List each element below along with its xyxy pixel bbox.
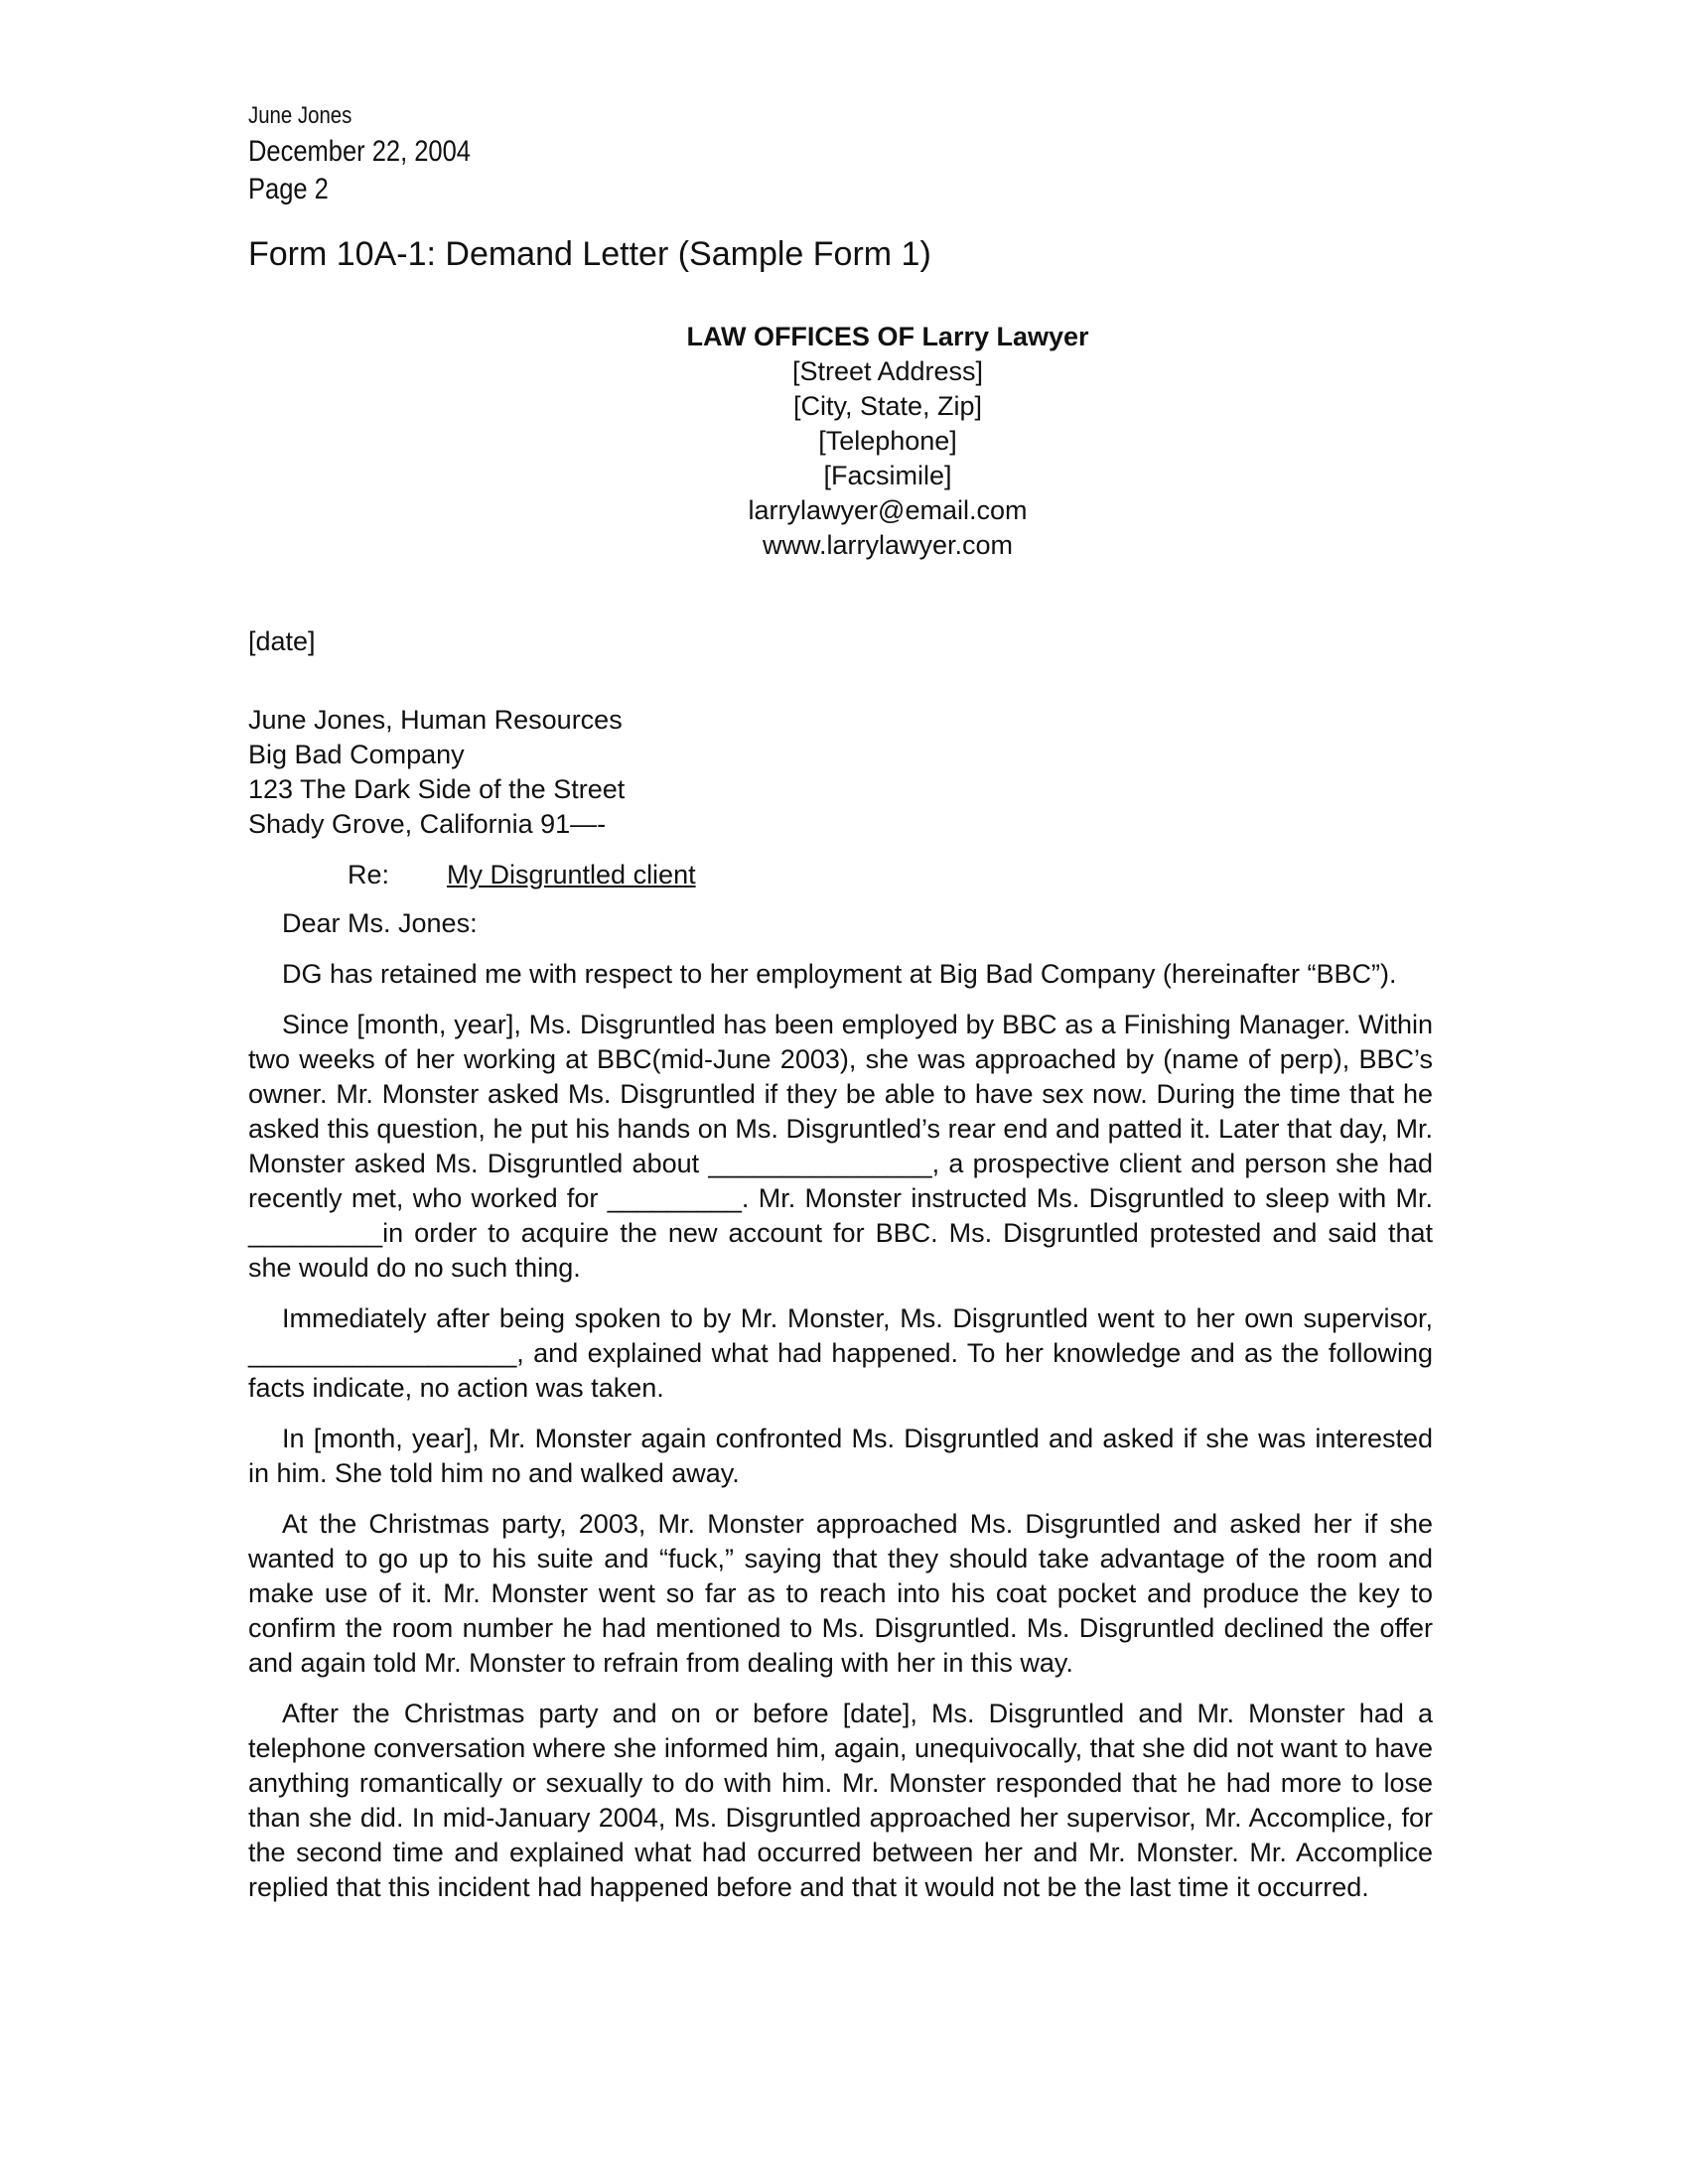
re-label: Re: (348, 860, 390, 889)
city-state-zip: [City, State, Zip] (792, 391, 983, 421)
body-paragraph: After the Christmas party and on or before [date], Ms. Disgruntled and Mr. Monster had a telephone conversation where she informed him, again, unequivocally, that she did not want to have anything romantically or sexually to do with him. Mr. Monster responded that he had more to lose than she did. In mid-January 2004, Ms. Disgruntled approached her supervisor, Mr. Accomplice, for the second time and explained what had occurred between her and Mr. Monster. Mr. Accomplice replied that this incident had happened before and that it would not be the last time it occurred. (248, 1699, 1433, 1902)
recipient-line: 123 The Dark Side of the Street (248, 774, 626, 804)
recipient-address (248, 703, 1433, 842)
re-line (248, 858, 1433, 892)
running-header (248, 99, 1433, 208)
header-page-number: Page 2 (248, 173, 329, 205)
body-paragraph: Since [month, year], Ms. Disgruntled has been employed by BBC as a Finishing Manager. Within two weeks of her working at BBC(mid-June 2003), she was approached by (name of perp), BBC’s owner. Mr. Monster asked Ms. Disgruntled if they be able to have sex now. During the time that he asked this question, he put his hands on Ms. Disgruntled’s rear end and patted it. Later that day, Mr. Monster asked Ms. Disgruntled about _______________, a prospective client and person she had recently met, who worked for _________. Mr. Monster instructed Ms. Disgruntled to sleep with Mr. _________in order to acquire the new account for BBC. Ms. Disgruntled protested and said that she would do no such thing. (248, 1010, 1433, 1283)
telephone: [Telephone] (818, 426, 957, 456)
email: larrylawyer@email.com (748, 495, 1028, 525)
letter-page (248, 99, 1433, 1905)
header-date: December 22, 2004 (248, 135, 471, 168)
body-paragraph: Immediately after being spoken to by Mr. Monster, Ms. Disgruntled went to her own supervisor, __________________, and explained what had happened. To her knowledge and as the following facts indicate, no action was taken. (248, 1303, 1433, 1403)
recipient-line: Shady Grove, California 91—- (248, 809, 607, 839)
website: www.larrylawyer.com (762, 530, 1014, 560)
firm-name: LAW OFFICES OF Larry Lawyer (686, 322, 1089, 351)
letterhead (343, 320, 1433, 563)
street-address: [Street Address] (791, 356, 984, 386)
letter-date: [date] (248, 626, 316, 656)
recipient-line: Big Bad Company (248, 740, 465, 769)
recipient-line: June Jones, Human Resources (248, 705, 623, 735)
re-subject: My Disgruntled client (447, 860, 696, 889)
salutation: Dear Ms. Jones: (282, 908, 478, 938)
facsimile: [Facsimile] (823, 461, 952, 490)
body-paragraph: DG has retained me with respect to her employment at Big Bad Company (hereinafter “BBC”). (282, 959, 1397, 989)
body-paragraph: At the Christmas party, 2003, Mr. Monster approached Ms. Disgruntled and asked her if she wanted to go up to his suite and “fuck,” saying that they should take advantage of the room and make use of it. Mr. Monster went so far as to reach into his coat pocket and produce the key to confirm the room number he had mentioned to Ms. Disgruntled. Ms. Disgruntled declined the offer and again told Mr. Monster to refrain from dealing with her in this way. (248, 1509, 1433, 1678)
body-paragraph: In [month, year], Mr. Monster again confronted Ms. Disgruntled and asked if she was interested in him. She told him no and walked away. (248, 1424, 1433, 1488)
header-author: June Jones (248, 102, 352, 129)
form-title: Form 10A-1: Demand Letter (Sample Form 1) (248, 235, 931, 273)
